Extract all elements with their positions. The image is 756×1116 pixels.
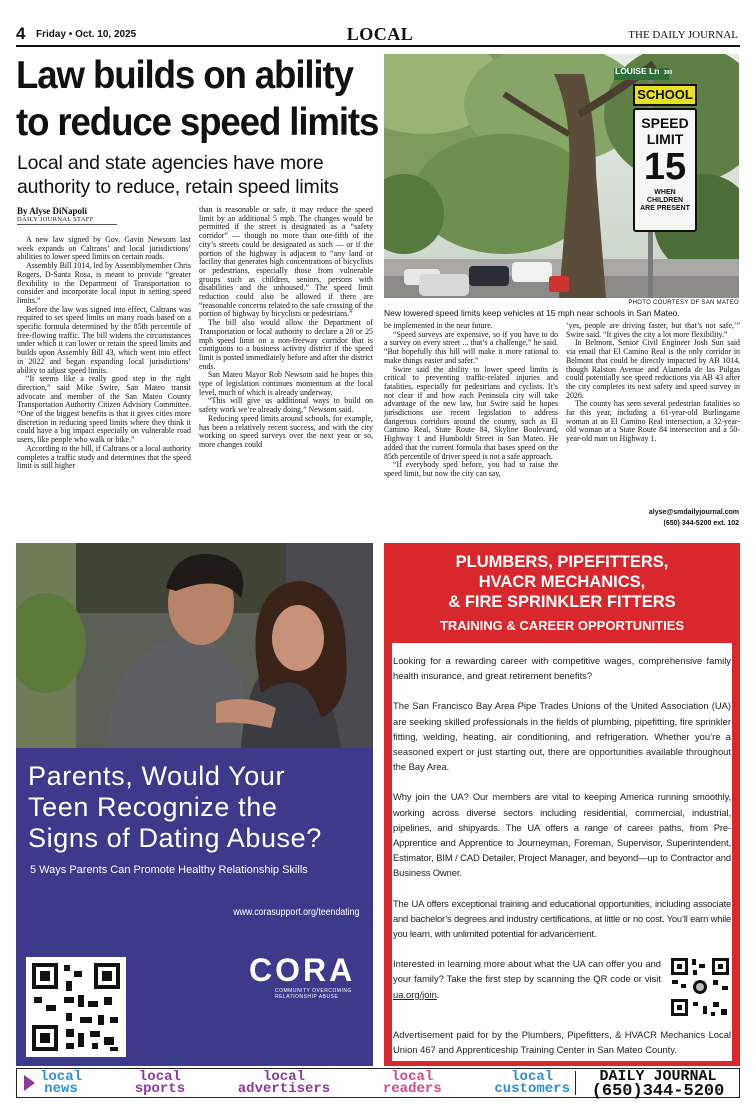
paragraph: ‘yes, people are driving faster, but that’s not safe,’” Swire said. “It gives the city a lot more flexibility.” <box>566 322 740 339</box>
folio-rule <box>16 45 740 47</box>
cora-logo-wordmark: CORA <box>249 952 356 988</box>
footer-item-label-bottom: readers <box>382 1081 442 1097</box>
footer-item-readers[interactable] <box>383 1071 442 1097</box>
footer-divider <box>575 1071 576 1095</box>
contact-info <box>649 507 739 529</box>
ua-title <box>384 552 740 612</box>
paragraph: In Belmont, Senior Civil Engineer Josh Sun said via email that El Camino Real is the only corridor in Belmont that could be directly impacted by AB 1014, though Ralston Avenue and Alameda de las Pulgas could potentially see speed reductions via AB 43 after the city completes its next safety and speed survey in 2026. <box>566 338 740 400</box>
footer-item-advertisers[interactable] <box>238 1071 330 1097</box>
sign-children: CHILDREN <box>646 197 684 204</box>
subhead-line-1: Local and state agencies have more <box>17 152 324 174</box>
footer-item-news[interactable] <box>40 1071 82 1097</box>
footer-item-label-top: local <box>40 1069 83 1085</box>
cora-subline: 5 Ways Parents Can Promote Healthy Relationship Skills <box>30 864 308 876</box>
ua-title-line-2: HVACR MECHANICS, <box>478 573 646 591</box>
headline <box>16 52 379 146</box>
ua-paragraph: Looking for a rewarding career with competitive wages, comprehensive family health insurance, and great retirement benefits? <box>393 655 731 682</box>
sign-speed: SPEED <box>641 115 689 131</box>
sign-when: WHEN <box>654 189 676 196</box>
ua-cta-end: . <box>436 988 440 1000</box>
cora-headline-line-3: Signs of Dating Abuse? <box>28 823 322 853</box>
speed-limit-sign <box>633 108 697 232</box>
ua-body <box>392 643 732 1061</box>
street-name: LOUISE Ln <box>615 66 660 76</box>
footer-item-label-top: local <box>511 1069 554 1085</box>
sign-value: 15 <box>643 146 687 188</box>
byline-role: DAILY JOURNAL STAFF <box>17 216 94 223</box>
cora-qr-code[interactable] <box>26 957 126 1057</box>
subhead-line-2: authority to reduce, retain speed limits <box>17 176 339 198</box>
cora-logo-tag-2: RELATIONSHIP ABUSE <box>275 994 339 1000</box>
school-sign: SCHOOL <box>633 84 697 106</box>
paragraph: “If everybody sped before, you had to raise the speed limit, but now the city can say, <box>384 460 558 478</box>
ua-cta-text <box>393 956 661 1018</box>
footer-arrow-icon <box>24 1075 35 1091</box>
ua-cta-intro: Interested in learning more about what the UA can offer you and your family? Take the first step by scanning the QR code or visit <box>393 958 661 985</box>
speed-limit-photo <box>384 54 739 298</box>
cora-url[interactable]: www.corasupport.org/teendating <box>232 907 359 918</box>
ua-join-link[interactable]: ua.org/join <box>393 988 437 1000</box>
headline-line-1: Law builds on ability <box>16 54 353 97</box>
footer-item-label-bottom: news <box>44 1081 78 1097</box>
footer-phone: (650)344-5200 <box>591 1082 725 1101</box>
paragraph: A new law signed by Gov. Gavin Newsom last week expands on Caltrans’ and local jurisdictions’ abilities to lower speed limits on certain roads. <box>17 236 191 262</box>
street-sign <box>615 66 672 76</box>
footer-nav <box>40 1071 570 1097</box>
photo-credit: PHOTO COURTESY OF SAN MATEO <box>628 300 739 306</box>
ua-qr-code[interactable] <box>669 956 731 1018</box>
paragraph: Assembly Bill 1014, led by Assemblymember Chris Rogers, D-Santa Rosa, is meant to provide “greater flexibility to the Department of Transportation to consider and incorporate local input in setting speed limits.” <box>17 261 191 305</box>
ua-subtitle: TRAINING & CAREER OPPORTUNITIES <box>439 618 685 633</box>
footer-brand <box>578 1069 738 1099</box>
cora-headline-line-2: Teen Recognize the <box>28 792 278 822</box>
sign-limit: LIMIT <box>646 131 684 147</box>
article-column-1 <box>17 236 191 536</box>
paragraph: Reducing speed limits around schools, for example, has been a relatively recent success, and with the city working on speed surveys over the next year or so, more changes could <box>199 413 373 449</box>
cora-logo-tag-1: COMMUNITY OVERCOMING <box>275 988 352 994</box>
article-column-4 <box>566 322 740 502</box>
paragraph: Swire said the ability to lower speed limits is critical to preventing traffic-related injuries and fatalities, especially for pedestrians and cyclists. It’s not clear if and how each Peninsula city will take advantage of the new law, but Swire said he hopes jurisdictions use recent legislation to address dangerous corridors around the county, such as El Camino Real, State Route 84, Skyline Boulevard, Highway 1 and Humboldt Street in San Mateo. He added that the current formula that bases speed on the 85th percentile of driver speed is not a safe approach. <box>384 364 558 461</box>
byline-rule <box>17 224 117 225</box>
cora-headline-line-1: Parents, Would Your <box>28 761 286 791</box>
article-column-3 <box>384 322 558 536</box>
paragraph: than is reasonable or safe, it may reduce the speed limit by an additional 5 mph. The changes would be permitted if the street is designated as a “safety corridor” — though no more than one-fifth of the city’s streets could be designated as such — or if the portion of the highway is adjacent to “any land or facility that generates high concentrations of bicyclists or pedestrians, especially those from vulnerable groups such as children, seniors, persons with disabilities and the unhoused.” The speed limit reduction could also be allowed if there are “reasonable concerns related to the safe crossing of the portion of highway by bicyclists or pedestrians.” <box>199 206 373 319</box>
footer-brand-name: DAILY JOURNAL <box>599 1068 717 1085</box>
footer-item-label-bottom: customers <box>494 1081 570 1097</box>
ua-title-line-3: & FIRE SPRINKLER FITTERS <box>448 593 676 611</box>
footer-item-label-top: local <box>138 1069 181 1085</box>
page-number: 4 <box>16 24 26 43</box>
paragraph: “Speed surveys are expensive, so if you have to do a survey on every street ... that’s a challenge,” he said. “But hopefully this bill will make it more rational to make things easier and safer.” <box>384 329 558 365</box>
byline-author: By Alyse DiNapoli <box>17 206 88 216</box>
footer-item-customers[interactable] <box>494 1071 570 1097</box>
article-column-2 <box>199 206 373 536</box>
ua-paid-disclaimer: Advertisement paid for by the Plumbers, Pipefitters, & HVACR Mechanics Local Union 467 and Apprenticeship Training Center in San Mateo County. <box>393 1029 731 1056</box>
footer-item-label-top: local <box>262 1069 305 1085</box>
sign-present: ARE PRESENT <box>640 205 690 212</box>
ua-paragraph: The UA offers exceptional training and educational opportunities, including associate and bachelor’s degrees and industry certifications, at little or no cost. You’ll earn while you learn, with unlimited potential for advancement. <box>393 897 731 940</box>
cora-advertisement[interactable] <box>16 543 373 1066</box>
issue-date: Friday • Oct. 10, 2025 <box>36 29 137 40</box>
paragraph: According to the bill, if Caltrans or a local authority completes a traffic study and determines that the speed limit is still higher <box>17 443 191 471</box>
ua-title-line-1: PLUMBERS, PIPEFITTERS, <box>455 553 669 571</box>
contact-email[interactable]: alyse@smdailyjournal.com <box>648 509 739 516</box>
subhead <box>17 151 379 199</box>
headline-line-2: to reduce speed limits <box>16 101 379 144</box>
paragraph: “This will give us additional ways to build on safety work we’re already doing,” Newsom said. <box>199 396 373 415</box>
paper-name: THE DAILY JOURNAL <box>628 29 738 41</box>
paragraph: The bill also would allow the Department of Transportation or local authority to declare a 20 or 25 mph speed limit on a non-freeway corridor that is contiguous to a business activity district if the speed limit is posted immediately before and after the district ends. <box>199 318 373 371</box>
paragraph: be implemented in the near future. <box>384 322 493 330</box>
footer-item-label-bottom: advertisers <box>237 1081 331 1097</box>
ua-cta <box>393 956 731 1018</box>
ua-advertisement[interactable] <box>384 543 740 1066</box>
byline <box>17 206 192 225</box>
footer-item-label-top: local <box>391 1069 434 1085</box>
photo-caption: New lowered speed limits keep vehicles at 15 mph near schools in San Mateo. <box>384 308 680 318</box>
footer-item-label-bottom: sports <box>134 1081 186 1097</box>
cora-logo <box>249 953 355 1000</box>
ua-paragraph: Why join the UA? Our members are vital to keeping America running smoothly, working across diverse sectors including residential, commercial, industrial, pipelines, and shipyards. The UA offers a range of career paths, from Pre-Apprentice and Apprentice to Journeyman, Foreman, Supervisor, Superintendent, Estimator, BIM / CAD Detailer, Project Manager, and beyond—up to Contractor and Business Owner. <box>393 791 731 879</box>
paragraph: San Mateo Mayor Rob Newsom said he hopes this type of legislation continues momentum at the local level, much of which is already underway. <box>199 370 373 397</box>
cora-headline <box>28 761 322 854</box>
paragraph: The county has seen several pedestrian fatalities so far this year, including a 61-year-old Burlingame woman at an El Camino Real intersection, a 32-year-old woman at a State Route 84 intersection and a 50-year-old man on Highway 1. <box>566 399 740 444</box>
ua-paragraph: The San Francisco Bay Area Pipe Trades Unions of the United Association (UA) are seeking skilled professionals in the fields of plumbing, pipefitting, fire sprinkler fitting, welding, heating, air conditioning, and refrigeration. Whether you’re a seasoned expert or just starting out, there are opportunities available throughout the Bay Area. <box>393 700 731 773</box>
teen-couple-photo <box>16 543 373 748</box>
paragraph: “It seems like a really good step in the right direction,” said Mike Swire, San Mateo transit advocate and member of the San Mateo County Transportation Authority Citizen Advisory Committee. “One of the biggest benefits is that it gives cities more discretion in reducing speed limits where they think it could have a big impact especially on vulnerable road users, like people who walk or bike.” <box>17 374 191 445</box>
paragraph: Before the law was signed into effect, Caltrans was required to set speed limits on many roads based on a specific formula determined by the 85th percentile of free-flowing traffic. The bill widens the circumstances under which it can lower or retain the speed limits and builds upon Assembly Bill 43, which went into effect in 2022 and began expanding local jurisdictions’ ability to adjust speed limits. <box>17 304 191 375</box>
contact-phone: (650) 344-5200 ext. 102 <box>663 520 739 527</box>
footer-item-sports[interactable] <box>135 1071 185 1097</box>
block-number: 300 <box>663 70 673 76</box>
section-label: LOCAL <box>346 24 414 44</box>
